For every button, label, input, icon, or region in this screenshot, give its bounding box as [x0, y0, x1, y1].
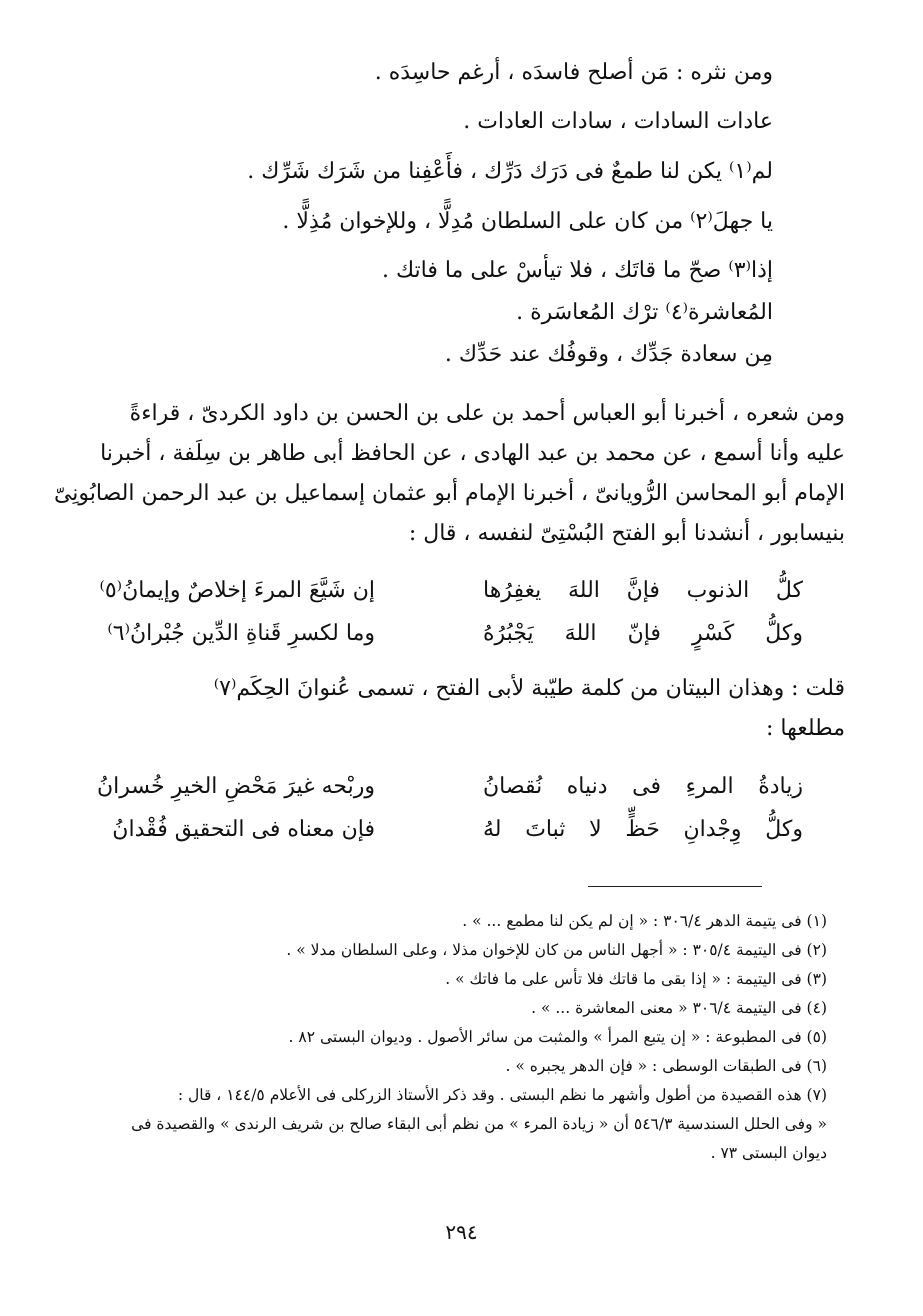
footnote: (٥) فى المطبوعة : « إن يتبع المرأ » والمثبت من سائر الأصول . وديوان البستى ٨٢ .: [288, 1028, 827, 1046]
verse-second-hemistich: وربْحه غيرَ مَحْضِ الخيرِ خُسرانُ: [97, 774, 375, 799]
verse-first-hemistich: زيادةُ المرءِ فى دنياه نُقصانُ: [483, 774, 803, 799]
poem-verse: [107, 617, 803, 651]
footnote: « وفى الحلل السندسية ٥٤٦/٣ أن « زيادة المرء » من نظم أبى البقاء صالح بن شريف الرندى » والقصيدة فى: [131, 1115, 827, 1133]
poem-verse: [112, 813, 803, 847]
footnote-separator: [588, 886, 762, 887]
prose-line: ومن نثره : مَن أصلح فاسدَه ، أرغم حاسِدَه .: [374, 60, 773, 85]
prose-line: يا جهلَ⁽٢⁾ من كان على السلطان مُدِلًّا ، وللإخوان مُذِلًّا .: [282, 209, 773, 234]
paragraph-line: عليه وأنا أسمع ، عن محمد بن عبد الهادى ، عن الحافظ أبى طاهر بن سِلَفة ، أخبرنا: [100, 441, 845, 466]
footnote: (١) فى يتيمة الدهر ٣٠٦/٤ : « إن لم يكن لنا مطمع ... » .: [462, 912, 827, 930]
prose-line: عادات السادات ، سادات العادات .: [463, 109, 773, 134]
verse-second-hemistich: فإن معناه فى التحقيق فُقْدانُ: [112, 817, 375, 842]
paragraph-line: بنيسابور ، أنشدنا أبو الفتح البُسْتِىّ لنفسه ، قال :: [408, 521, 845, 546]
narration-paragraph: [53, 394, 845, 554]
footnote: (٢) فى اليتيمة ٣٠٥/٤ : « أجهل الناس من كان للإخوان مذلا ، وعلى السلطان مدلا » .: [286, 941, 827, 959]
prose-line: المُعاشرة⁽٤⁾ ترْك المُعاسَرة .: [516, 300, 773, 325]
verse-second-hemistich: وما لكسرِ قَناةِ الدِّين جُبْرانُ⁽٦⁾: [107, 621, 375, 646]
footnote: (٦) فى الطبقات الوسطى : « فإن الدهر يجبره » .: [505, 1057, 827, 1075]
footnote: (٤) فى اليتيمة ٣٠٦/٤ « معنى المعاشرة ... » .: [531, 999, 827, 1017]
verse-second-hemistich: إن شَيَّعَ المرءَ إخلاصٌ وإيمانُ⁽٥⁾: [99, 578, 375, 603]
prose-line: إذا⁽٣⁾ صحّ ما قاتَك ، فلا تيأسْ على ما فاتك .: [381, 258, 773, 283]
paragraph-line: الإمام أبو المحاسن الرُّويانىّ ، أخبرنا الإمام أبو عثمان إسماعيل بن عبد الرحمن الصابُونِىّ: [53, 481, 845, 506]
paragraph-line: قلت : وهذان البيتان من كلمة طيّبة لأبى الفتح ، تسمى عُنوانَ الحِكَم⁽٧⁾: [213, 676, 845, 701]
footnote: (٧) هذه القصيدة من أطول وأشهر ما نظم البستى . وقد ذكر الأستاذ الزركلى فى الأعلام ١٤٤/٥ ، قال :: [177, 1086, 827, 1104]
verse-first-hemistich: كلُّ الذنوب فإنَّ اللهَ يغفِرُها: [483, 578, 803, 603]
page-number: ٢٩٤: [445, 1220, 478, 1244]
footnote: (٣) فى اليتيمة : « إذا بقى ما قاتك فلا تأس على ما فاتك » .: [445, 970, 827, 988]
commentary-paragraph: [80, 669, 845, 749]
prose-line: مِن سعادة جَدِّك ، وقوفُك عند حَدِّك .: [444, 342, 773, 367]
poem-verse: [97, 770, 803, 804]
verse-first-hemistich: وكلُّ وِجْدانِ حَظٍّ لا ثباتَ لهُ: [483, 817, 803, 842]
paragraph-line: مطلعها :: [766, 716, 845, 741]
prose-line: لم⁽١⁾ يكن لنا طمعٌ فى دَرَك دَرِّك ، فأَعْفِنا من شَرَك شَرِّك .: [247, 159, 773, 184]
poem-verse: [99, 574, 803, 608]
paragraph-line: ومن شعره ، أخبرنا أبو العباس أحمد بن على بن الحسن بن داود الكردىّ ، قراءةً: [129, 401, 845, 426]
verse-first-hemistich: وكلُّ كَسْرٍ فإنّ اللهَ يَجْبُرُهُ: [483, 621, 803, 646]
footnote: ديوان البستى ٧٣ .: [710, 1144, 827, 1162]
